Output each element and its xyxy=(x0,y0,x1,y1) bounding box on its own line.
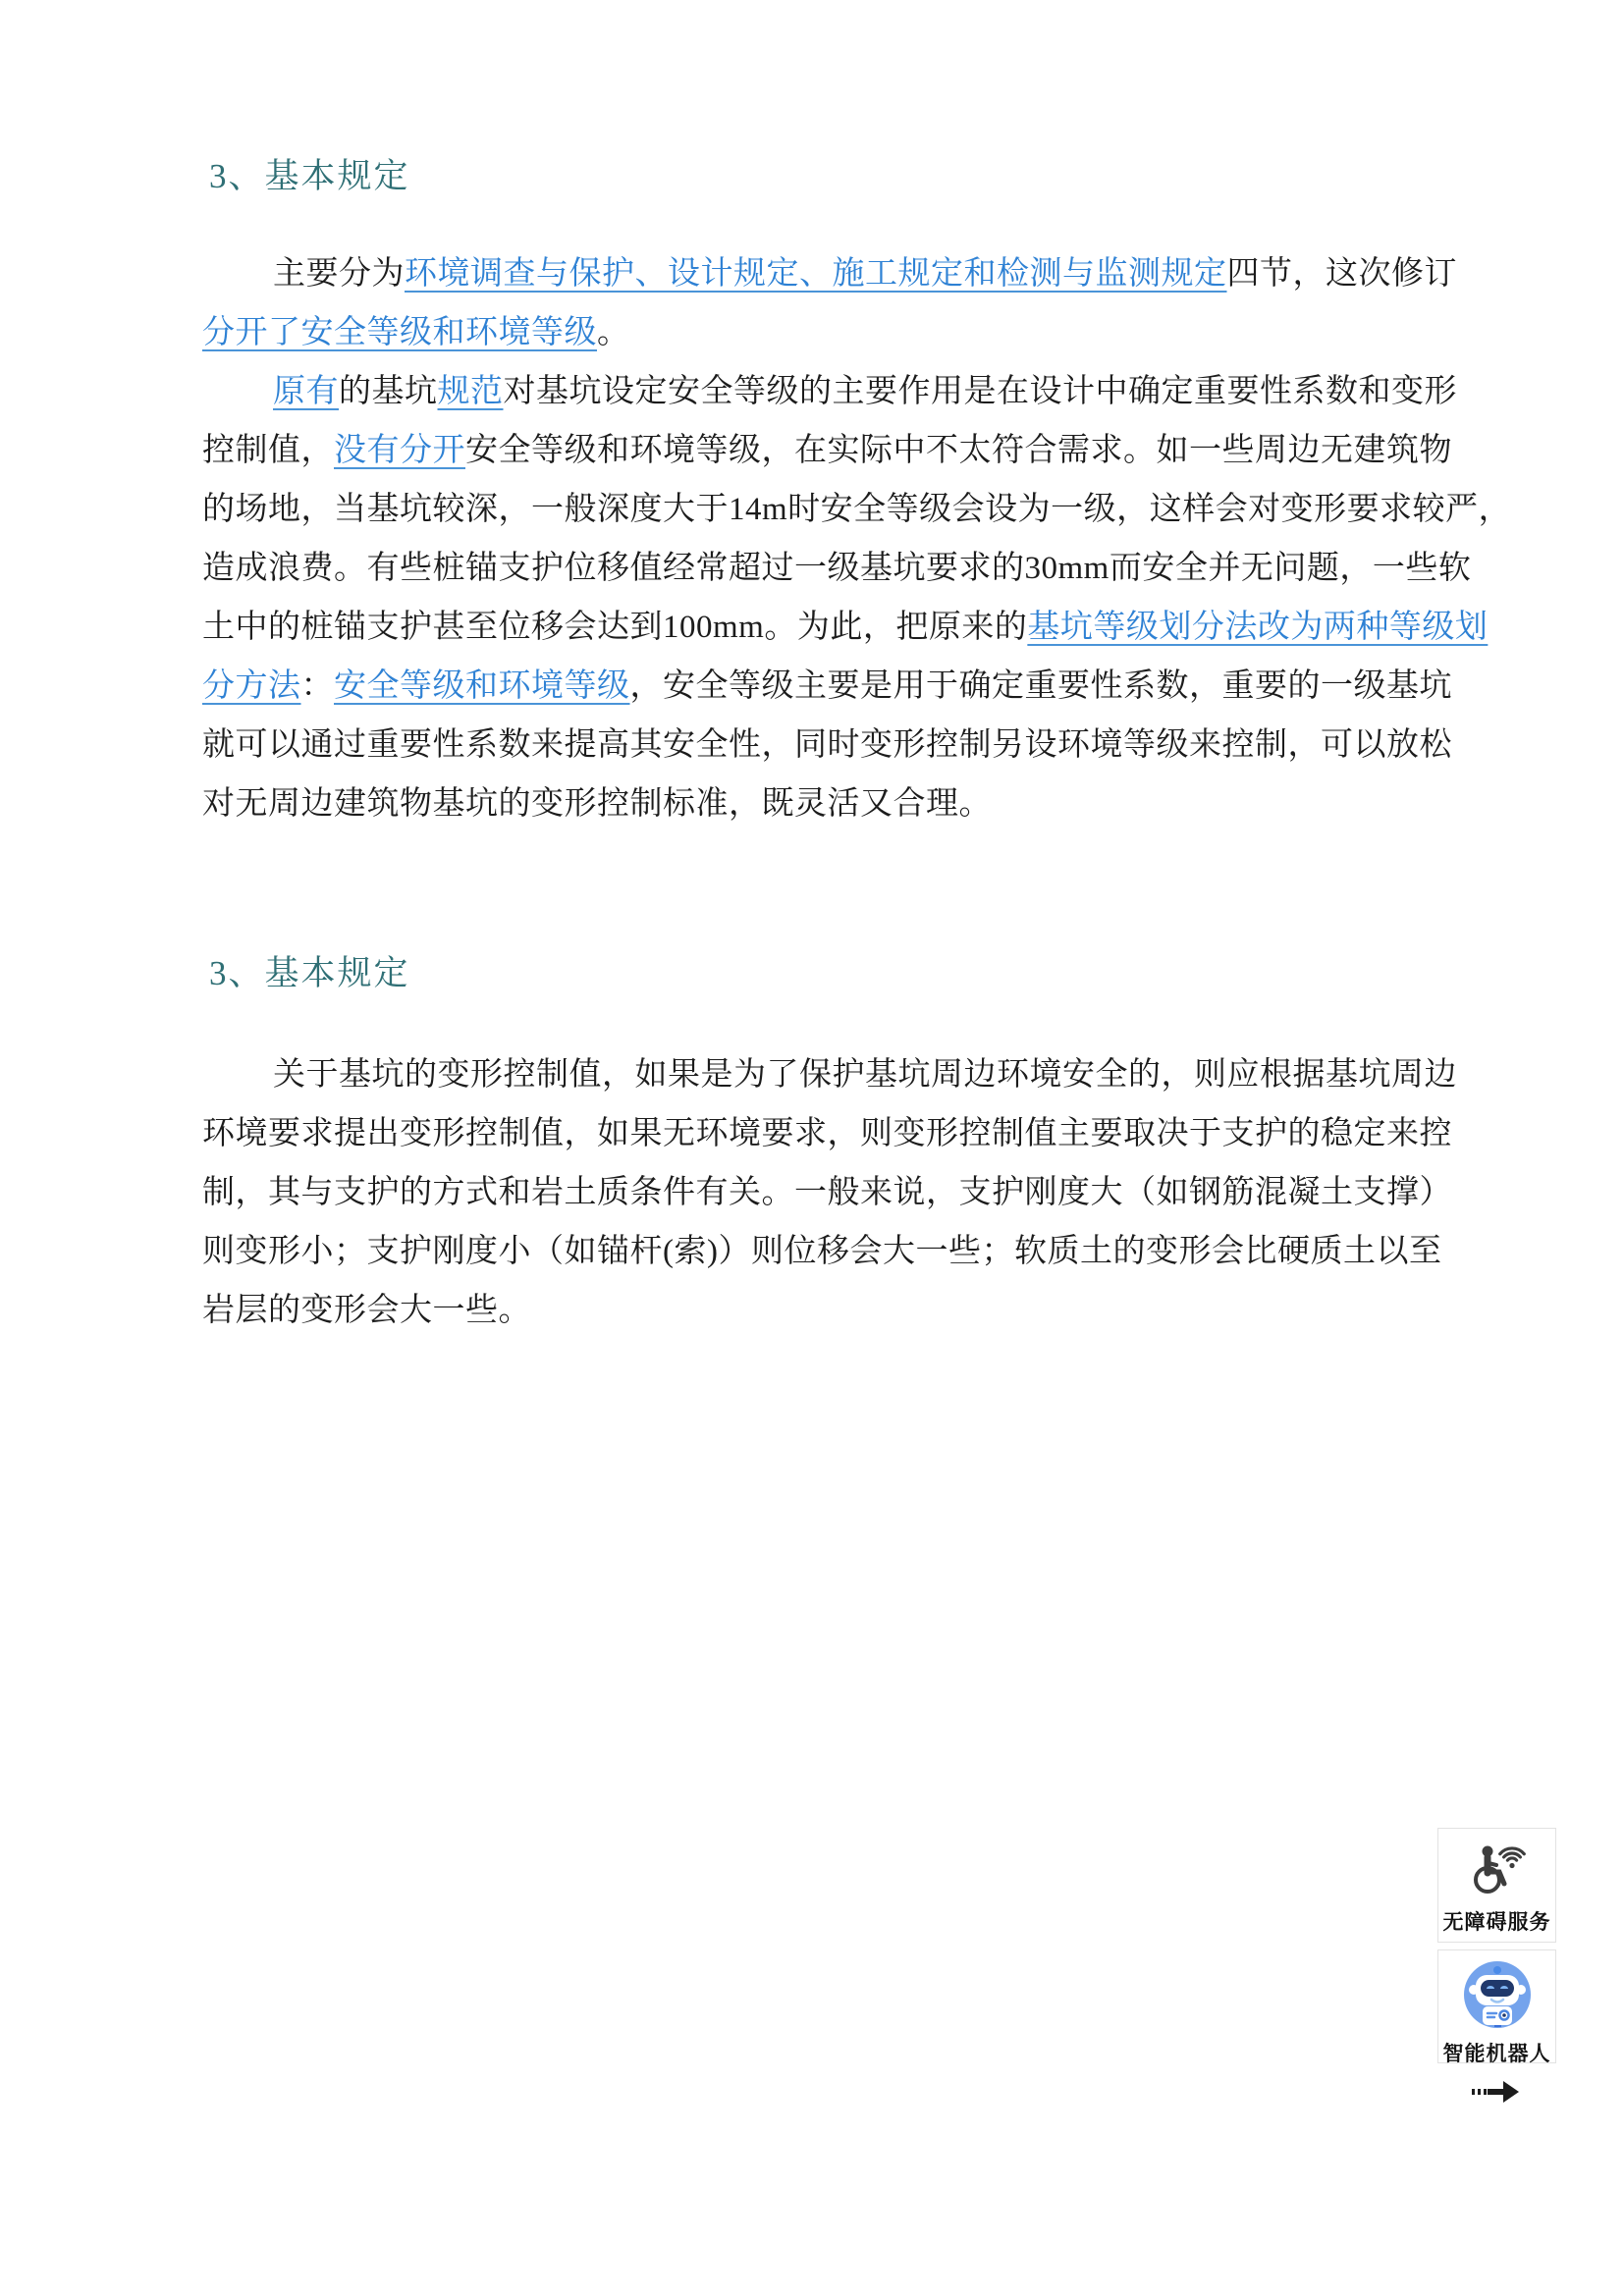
inline-link[interactable]: 分方法 xyxy=(202,668,301,704)
text-segment: 关于基坑的变形控制值，如果是为了保护基坑周边环境安全的，则应根据基坑周边 xyxy=(273,1057,1457,1093)
inline-link[interactable]: 没有分开 xyxy=(334,433,465,468)
inline-link[interactable]: 基坑等级划分法改为两种等级划 xyxy=(1027,610,1489,645)
text-segment: 对基坑设定安全等级的主要作用是在设计中确定重要性系数和变形 xyxy=(503,374,1457,409)
text-line xyxy=(202,1233,1441,1271)
text-segment: 控制值， xyxy=(202,433,334,468)
text-segment: ，安全等级主要是用于确定重要性系数，重要的一级基坑 xyxy=(629,668,1452,704)
inline-link[interactable]: 分开了安全等级和环境等级 xyxy=(202,315,597,350)
text-line xyxy=(202,314,630,352)
text-segment: 对无周边建筑物基坑的变形控制标准，既灵活又合理。 xyxy=(202,786,992,822)
robot-assistant-widget[interactable] xyxy=(1437,1949,1556,2063)
text-line xyxy=(202,1174,1452,1212)
inline-link[interactable]: 环境调查与保护、设计规定、施工规定和检测与监测规定 xyxy=(405,256,1227,292)
wheelchair-wifi-icon xyxy=(1466,1839,1529,1904)
text-segment: 土中的桩锚支护甚至位移会达到100mm。为此，把原来的 xyxy=(202,610,1028,645)
text-segment: 四节，这次修订 xyxy=(1226,256,1457,292)
text-line xyxy=(202,1115,1452,1153)
text-line xyxy=(202,1056,1457,1095)
inline-link[interactable]: 规范 xyxy=(437,374,504,409)
text-line xyxy=(202,785,992,824)
text-line xyxy=(202,667,1452,706)
robot-widget-label: 智能机器人 xyxy=(1442,2043,1551,2065)
robot-icon xyxy=(1461,1958,1534,2036)
text-segment: 制，其与支护的方式和岩土质条件有关。一般来说，支护刚度大（如钢筋混凝土支撑） xyxy=(202,1175,1452,1210)
section-heading: 3、基本规定 xyxy=(209,954,410,992)
text-line xyxy=(202,432,1452,470)
text-segment: 的场地，当基坑较深，一般深度大于14m时安全等级会设为一级，这样会对变形要求较严， xyxy=(202,492,1512,527)
text-segment: 环境要求提出变形控制值，如果无环境要求，则变形控制值主要取决于支护的稳定来控 xyxy=(202,1116,1452,1151)
text-line xyxy=(202,491,1511,529)
text-line xyxy=(202,373,1457,411)
widget-collapse-arrow-button[interactable] xyxy=(1469,2077,1522,2110)
accessibility-service-widget[interactable] xyxy=(1437,1828,1556,1943)
text-segment: 。 xyxy=(597,315,630,350)
text-line xyxy=(202,550,1471,588)
text-segment: 岩层的变形会大一些。 xyxy=(202,1293,531,1328)
text-segment: 则变形小；支护刚度小（如锚杆(索)）则位移会大一些；软质土的变形会比硬质土以至 xyxy=(202,1234,1442,1269)
section-heading: 3、基本规定 xyxy=(209,157,410,195)
text-segment: ： xyxy=(300,668,334,704)
text-line xyxy=(202,609,1488,647)
text-segment: 就可以通过重要性系数来提高其安全性，同时变形控制另设环境等级来控制，可以放松 xyxy=(202,727,1452,763)
text-segment: 主要分为 xyxy=(273,256,405,292)
text-line xyxy=(202,726,1452,765)
text-segment: 的基坑 xyxy=(339,374,438,409)
text-line xyxy=(202,1292,531,1330)
text-line xyxy=(202,255,1457,294)
inline-link[interactable]: 安全等级和环境等级 xyxy=(334,668,630,704)
dashed-right-arrow-icon xyxy=(1469,2078,1522,2110)
text-segment: 安全等级和环境等级，在实际中不太符合需求。如一些周边无建筑物 xyxy=(465,433,1452,468)
inline-link[interactable]: 原有 xyxy=(273,374,339,409)
accessibility-widget-label: 无障碍服务 xyxy=(1442,1911,1551,1934)
text-segment: 造成浪费。有些桩锚支护位移值经常超过一级基坑要求的30mm而安全并无问题，一些软 xyxy=(202,551,1472,586)
